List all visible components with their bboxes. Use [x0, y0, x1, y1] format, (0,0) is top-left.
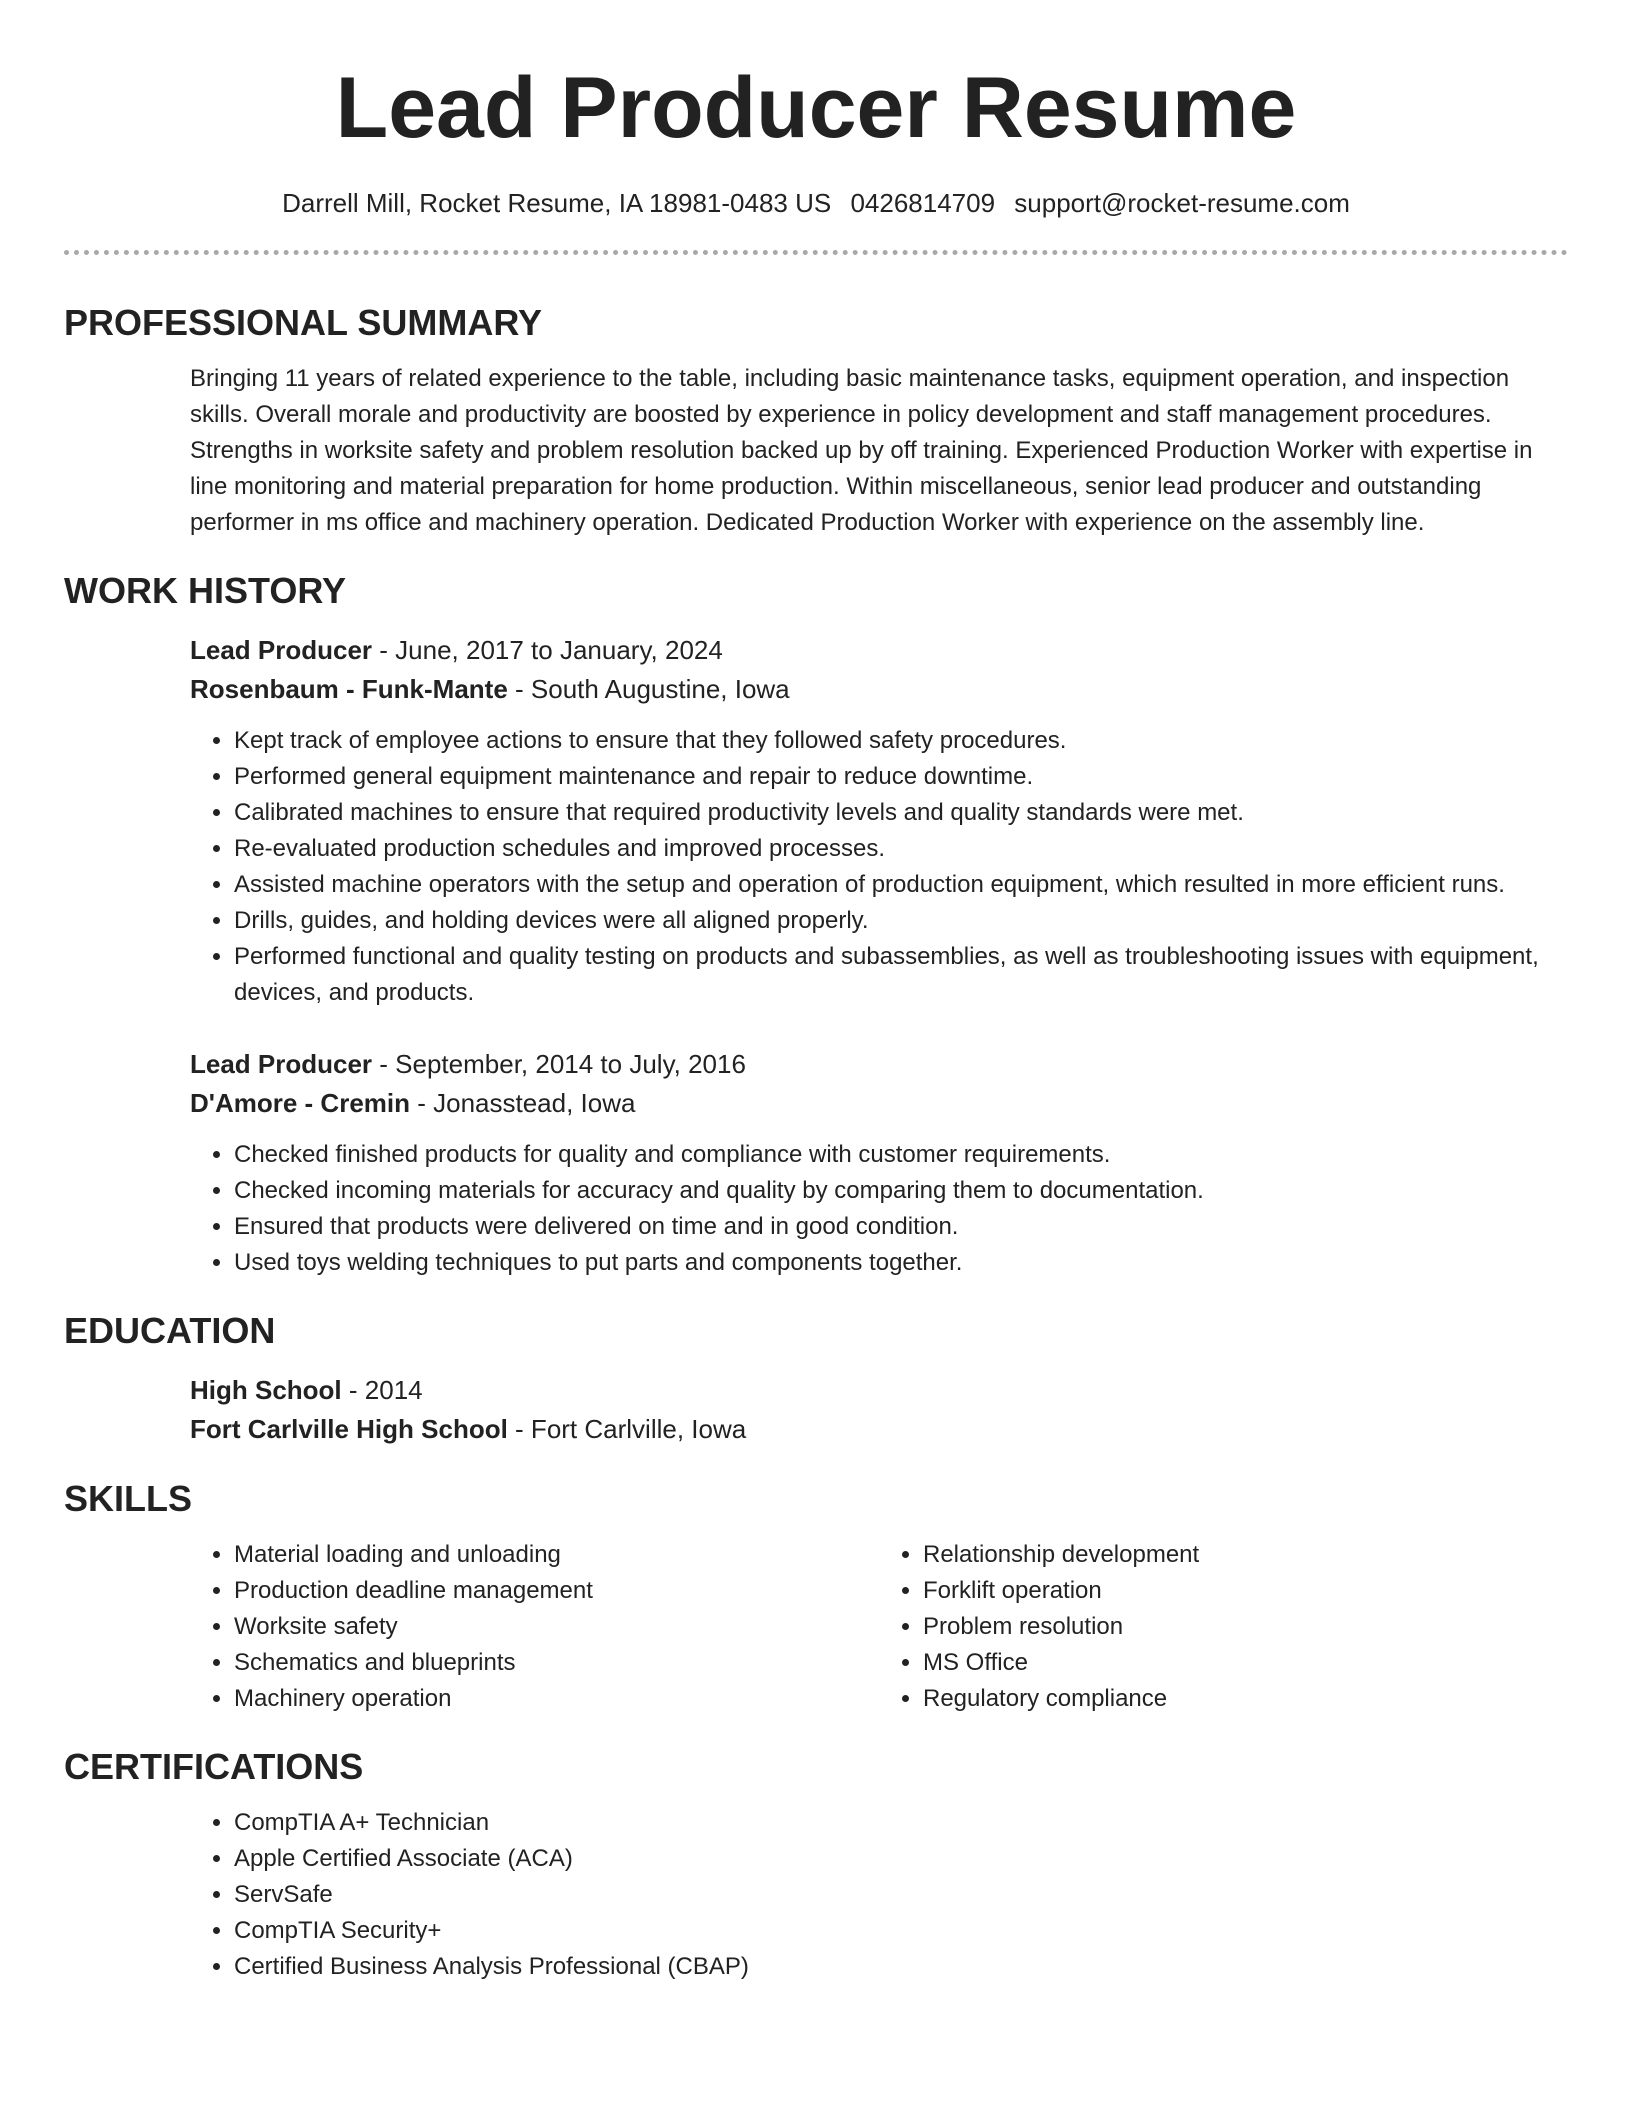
job-company: Rosenbaum - Funk-Mante	[190, 674, 508, 704]
job-dates: - September, 2014 to July, 2016	[372, 1049, 746, 1079]
list-item: • Certified Business Analysis Professional (CBAP)	[234, 1949, 1568, 1985]
job-location: - Jonasstead, Iowa	[410, 1088, 636, 1118]
work-body	[190, 631, 1568, 1281]
education-degree: High School	[190, 1375, 342, 1405]
list-item: • Machinery operation	[234, 1681, 879, 1717]
list-item: • Assisted machine operators with the setup and operation of production equipment, which resulted in more efficient runs.	[234, 867, 1568, 903]
list-item: • Kept track of employee actions to ensure that they followed safety procedures.	[234, 723, 1568, 759]
certifications-list	[190, 1805, 1568, 1985]
job-dates: - June, 2017 to January, 2024	[372, 635, 723, 665]
certifications-heading: CERTIFICATIONS	[64, 1746, 364, 1787]
education-degree-line	[190, 1371, 1568, 1410]
resume-title: Lead Producer Resume	[335, 60, 1297, 156]
list-item: • Performed general equipment maintenance and repair to reduce downtime.	[234, 759, 1568, 795]
list-item: • Problem resolution	[923, 1609, 1568, 1645]
job-bullets	[190, 1137, 1568, 1281]
list-item: • CompTIA Security+	[234, 1913, 1568, 1949]
list-item: • MS Office	[923, 1645, 1568, 1681]
list-item: • Material loading and unloading	[234, 1537, 879, 1573]
list-item: • Drills, guides, and holding devices were all aligned properly.	[234, 903, 1568, 939]
summary-body	[190, 361, 1568, 541]
certifications-body	[190, 1805, 1568, 1985]
list-item: • Performed functional and quality testing on products and subassemblies, as well as troubleshooting issues with equipment, devices, and products.	[234, 939, 1568, 1011]
contact-email: support@rocket-resume.com	[1014, 188, 1350, 218]
skills-list-left	[190, 1537, 879, 1717]
certifications-section	[64, 1745, 1568, 1985]
skills-section	[64, 1477, 1568, 1717]
contact-line	[64, 186, 1568, 220]
summary-heading: PROFESSIONAL SUMMARY	[64, 302, 543, 343]
job-company-line	[190, 1084, 1568, 1123]
education-school: Fort Carlville High School	[190, 1414, 508, 1444]
job-title-line	[190, 631, 1568, 670]
list-item: • Re-evaluated production schedules and improved processes.	[234, 831, 1568, 867]
education-section	[64, 1309, 1568, 1449]
work-section	[64, 569, 1568, 1281]
list-item: • Ensured that products were delivered on time and in good condition.	[234, 1209, 1568, 1245]
job-entry	[190, 631, 1568, 1011]
list-item: • Calibrated machines to ensure that required productivity levels and quality standards were met.	[234, 795, 1568, 831]
job-entry	[190, 1045, 1568, 1281]
job-location: - South Augustine, Iowa	[507, 674, 790, 704]
list-item: • Checked finished products for quality and compliance with customer requirements.	[234, 1137, 1568, 1173]
skills-heading: SKILLS	[64, 1478, 193, 1519]
list-item: • Worksite safety	[234, 1609, 879, 1645]
education-year: - 2014	[341, 1375, 423, 1405]
list-item: • CompTIA A+ Technician	[234, 1805, 1568, 1841]
job-title: Lead Producer	[190, 635, 373, 665]
job-title-line	[190, 1045, 1568, 1084]
summary-section	[64, 301, 1568, 541]
contact-phone: 0426814709	[850, 188, 996, 218]
education-location: - Fort Carlville, Iowa	[507, 1414, 747, 1444]
job-title: Lead Producer	[190, 1049, 373, 1079]
job-company-line	[190, 670, 1568, 709]
work-heading: WORK HISTORY	[64, 570, 347, 611]
education-body	[190, 1371, 1568, 1449]
list-item: • Production deadline management	[234, 1573, 879, 1609]
skills-body	[190, 1537, 1568, 1717]
education-heading: EDUCATION	[64, 1310, 276, 1351]
header-divider	[64, 250, 1568, 255]
summary-text: Bringing 11 years of related experience to the table, including basic maintenance tasks, equipment operation, and inspection skills. Overall morale and productivity are boosted by experience in policy development and staff management procedures. Strengths in worksite safety and problem resolution backed up by off training. Experienced Production Worker with expertise in line monitoring and material preparation for home production. Within miscellaneous, senior lead producer and outstanding performer in ms office and machinery operation. Dedicated Production Worker with experience on the assembly line.	[190, 365, 1533, 536]
list-item: • Checked incoming materials for accuracy and quality by comparing them to documentation.	[234, 1173, 1568, 1209]
list-item: • Schematics and blueprints	[234, 1645, 879, 1681]
list-item: • Forklift operation	[923, 1573, 1568, 1609]
skills-list-right	[879, 1537, 1568, 1717]
list-item: • ServSafe	[234, 1877, 1568, 1913]
education-school-line	[190, 1410, 1568, 1449]
list-item: • Regulatory compliance	[923, 1681, 1568, 1717]
list-item: • Apple Certified Associate (ACA)	[234, 1841, 1568, 1877]
contact-address: Darrell Mill, Rocket Resume, IA 18981-0483 US	[282, 188, 832, 218]
job-company: D'Amore - Cremin	[190, 1088, 410, 1118]
list-item: • Relationship development	[923, 1537, 1568, 1573]
list-item: • Used toys welding techniques to put parts and components together.	[234, 1245, 1568, 1281]
job-bullets	[190, 723, 1568, 1011]
